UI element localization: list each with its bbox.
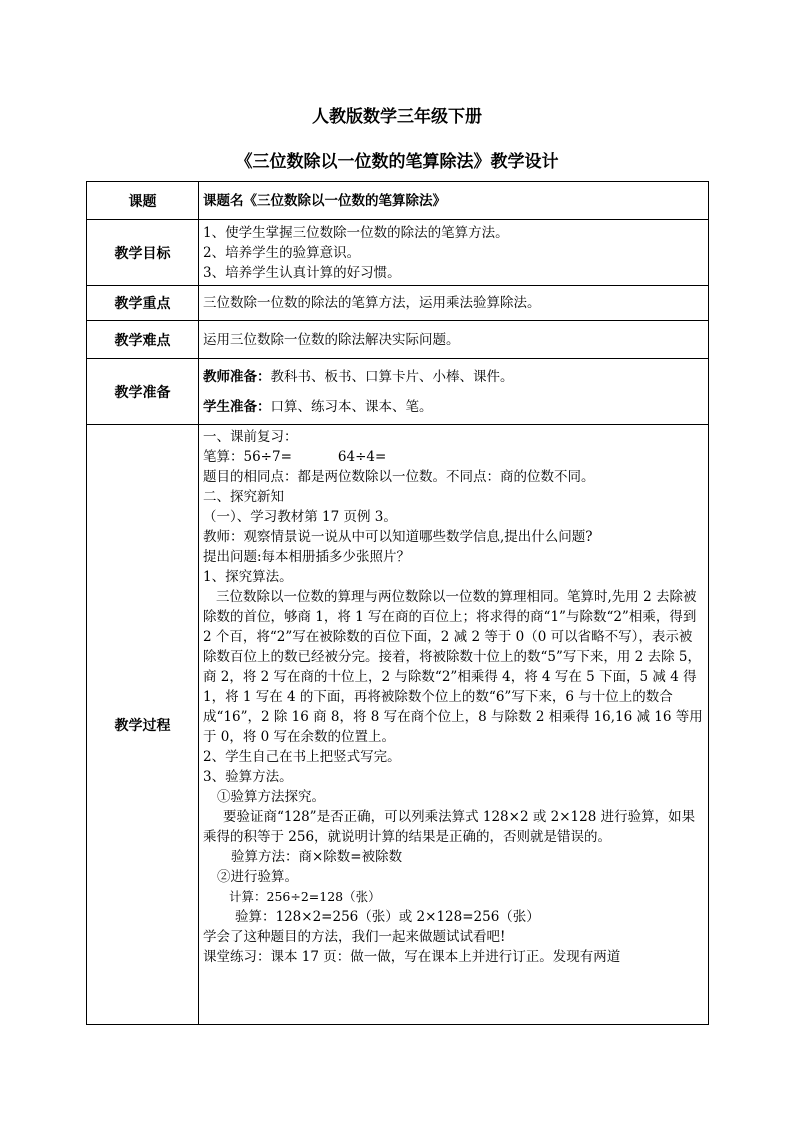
process-line: 2、学生自己在书上把竖式写完。 (203, 749, 401, 765)
row-label-goals: 教学目标 (87, 220, 199, 286)
student-prep (203, 392, 704, 422)
row-label-topic: 课题 (87, 182, 199, 220)
process-paragraph: 三位数除以一位数的算理与两位数除以一位数的算理相同。笔算时,先用 2 去除被除数的首位，够商 1，将 1 写在商的百位上；将求得的商“1”与除数“2”相乘，得到 2 个百，将“2”写在被除数的百位下面，2 减 2 等于 0（0 可以省略不写），表示被除数百位上的数已经被分完。接着，将被除数十位上的数“5”写下来，用 2 去除 5，商 2，将 2 写在商的十位上，2 与除数“2”相乘得 4，将 4 写在 5 下面，5 减 4 得 1，将 1 写在 4 的下面，再将被除数个位上的数“6”写下来，6 与十位上的数合成“16”，2 除 16 商 8，将 8 写在商个位上，8 与除数 2 相乘得 16,16 减 16 等用于 0，将 0 写在余数的位置上。 (203, 589, 703, 745)
student-prep-items: 口算、练习本、课本、笔。 (270, 398, 433, 415)
review-problem: 64÷4= (337, 449, 387, 465)
row-label-key-points: 教学重点 (87, 286, 199, 321)
goal-item: 2、培养学生的验算意识。 (203, 244, 361, 261)
lesson-plan-table (86, 181, 709, 1025)
process-content (199, 425, 709, 1025)
student-prep-label: 学生准备： (203, 398, 271, 415)
key-points-content: 三位数除一位数的除法的笔算方法，运用乘法验算除法。 (199, 286, 709, 321)
table-row-goals (87, 220, 709, 286)
process-line: 题目的相同点：都是两位数除以一位数。不同点：商的位数不同。 (203, 469, 595, 485)
table-row-topic (87, 182, 709, 220)
row-label-difficulty: 教学难点 (87, 321, 199, 359)
goal-item: 3、培养学生认真计算的好习惯。 (203, 264, 401, 281)
process-line: （一）、学习教材第 17 页例 3。 (203, 509, 397, 525)
document-title: 人教版数学三年级下册 (312, 107, 482, 127)
goal-item: 1、使学生掌握三位数除一位数的除法的笔算方法。 (203, 224, 509, 241)
difficulty-content: 运用三位数除一位数的除法解决实际问题。 (199, 321, 709, 359)
topic-content: 课题名《三位数除以一位数的笔算除法》 (199, 182, 709, 220)
teacher-prep-label: 教师准备： (203, 368, 271, 385)
process-line: 学会了这种题目的方法，我们一起来做题试试看吧! (203, 929, 506, 945)
process-paragraph: 要验证商“128”是否正确，可以列乘法算式 128×2 或 2×128 进行验算，如果乘得的积等于 256，就说明计算的结果是正确的，否则就是错误的。 (203, 809, 696, 845)
process-line: 计算：256÷2=128（张） (229, 889, 381, 904)
process-line: ①验算方法探究。 (217, 789, 325, 805)
goals-content (199, 220, 709, 286)
process-line: 一、课前复习： (203, 429, 298, 445)
table-row-process (87, 425, 709, 1025)
process-line: 3、验算方法。 (203, 769, 293, 785)
process-line (203, 447, 704, 467)
process-line: 教师：观察情景说一说从中可以知道哪些数学信息,提出什么问题? (203, 529, 593, 545)
review-problem: 笔算：56÷7= (203, 449, 292, 465)
process-line: ②进行验算。 (217, 869, 298, 885)
row-label-process: 教学过程 (87, 425, 199, 1025)
teacher-prep-items: 教科书、板书、口算卡片、小棒、课件。 (270, 368, 514, 385)
teacher-prep (203, 362, 704, 392)
process-line: 二、探究新知 (203, 489, 284, 505)
process-line: 验算方法：商×除数=被除数 (231, 849, 403, 865)
row-label-preparation: 教学准备 (87, 359, 199, 425)
table-row-difficulty (87, 321, 709, 359)
table-row-key-points (87, 286, 709, 321)
document-subtitle: 《三位数除以一位数的笔算除法》教学设计 (235, 152, 559, 172)
process-line: 验算：128×2=256（张）或 2×128=256（张） (235, 909, 540, 925)
process-line: 提出问题:每本相册插多少张照片？ (203, 549, 411, 565)
preparation-content (199, 359, 709, 425)
table-row-preparation (87, 359, 709, 425)
process-line: 课堂练习：课本 17 页：做一做，写在课本上并进行订正。发现有两道 (203, 949, 621, 965)
process-line: 1、探究算法。 (203, 569, 293, 585)
